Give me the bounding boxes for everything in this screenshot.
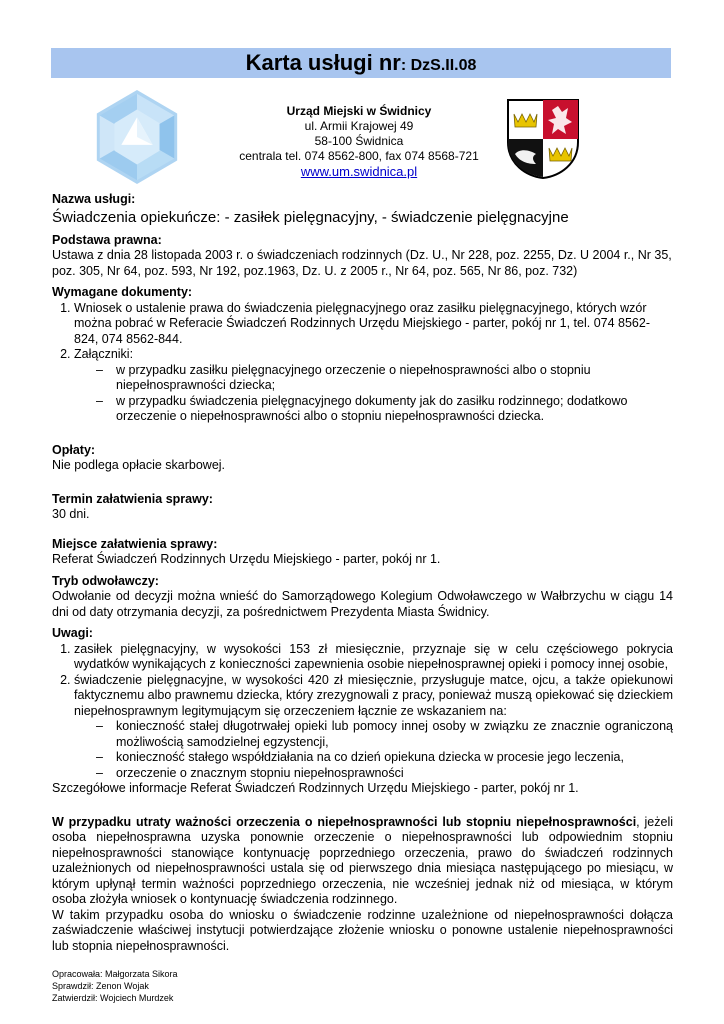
note-item-text: świadczenie pielęgnacyjne, w wysokości 420 zł miesięcznie, przysługuje matce, ojcu, a także opiekunowi faktycznemu albo prawnemu dziecka, który zrezygnowali z pracy, ponieważ muszą opiekować się dzieckiem niepełnosprawnym legitymującym się orzeczeniem łącznie ze wskazaniem na: [74,672,673,718]
conditions-list [74,719,673,781]
notes-label: Uwagi: [52,626,93,640]
page-title: Karta usługi nr [245,50,401,75]
office-phones: centrala tel. 074 8562-800, fax 074 8568-721 [239,149,479,163]
fees-text: Nie podlega opłacie skarbowej. [52,458,226,472]
documents-label: Wymagane dokumenty: [52,285,193,299]
document-attachments [74,347,673,425]
checked-by: Sprawdził: Zenon Wojak [52,981,149,991]
service-name: Świadczenia opiekuńcze: - zasiłek pielęgnacyjny, - świadczenie pielęgnacyjne [52,208,569,226]
approved-by: Zatwierdził: Wojciech Murdzek [52,993,174,1003]
loss-text: , jeżeli osoba niepełnosprawna uzyska ponownie orzeczenie o niepełnosprawności lub odpowiednim stopniu niepełnosprawności stanowiące kontynuację poprzedniego orzeczenia, prawo do świadczeń rodzinnych uzależnionych od niepełnosprawności ustala się od pierwszego dnia miesiąca następującego po miesiącu, w którym upłynął termin ważności poprzedniego orzeczenia, nie wcześniej jednak niż od miesiąca, w którym osoba złożyła wniosek o kontynuację świadczenia rodzinnego. [52,814,673,906]
attachments-label: Załączniki: [74,347,134,361]
document-application: 1. Wniosek o ustalenie prawa do świadczenia pielęgnacyjnego oraz zasiłku pielęgnacyjnego, których wzór można pobrać w Referacie Świadczeń Rodzinnych Urzędu Miejskiego - parter, pokój nr 1, tel. 074 8562-824, 074 8562-844. [74,301,673,348]
attachment-item: – w przypadku świadczenia pielęgnacyjnego dokumenty jak do zasiłku rodzinnego; dodatkowo orzeczenie o niepełnosprawności albo o stopniu niepełnosprawności dziecka. [96,394,673,425]
legal-basis-label: Podstawa prawna: [52,232,162,247]
notes-details: Szczegółowe informacje Referat Świadczeń Rodzinnych Urzędu Miejskiego - parter, pokój nr 1. [52,781,579,795]
appeal-label: Tryb odwoławczy: [52,573,159,588]
loss-heading: W przypadku utraty ważności orzeczenia o niepełnosprawności lub stopniu niepełnosprawności [52,814,637,829]
condition-item: – konieczność stałej długotrwałej opieki lub pomocy innej osoby w związku ze znacznie ograniczoną możliwością samodzielnej egzystencji, [96,719,673,750]
appeal-text: Odwołanie od decyzji można wnieść do Samorządowego Kolegium Odwoławczego w Wałbrzychu w ciągu 14 dni od daty otrzymania decyzji, za pośrednictwem Prezydenta Miasta Świdnicy. [52,589,673,619]
note-item: 1. zasiłek pielęgnacyjny, w wysokości 153 zł miesięcznie, przyznaje się w celu częściowego pokrycia wydatków wynikających z konieczności zapewnienia osobie niepełnosprawnej opieki i pomocy innej osobie, [74,642,673,673]
place-text: Referat Świadczeń Rodzinnych Urzędu Miejskiego - parter, pokój nr 1. [52,552,441,566]
legal-basis-text: Ustawa z dnia 28 listopada 2003 r. o świadczeniach rodzinnych (Dz. U., Nr 228, poz. 2255, Dz. U 2004 r., Nr 35, poz. 305, Nr 64, poz. 593, Nr 192, poz.1963, Dz. U. z 2005 r., Nr 64, poz. 565, Nr 86, poz. 732) [52,248,672,278]
footer [52,968,178,1004]
documents-list [52,301,673,425]
office-name: Urząd Miejski w Świdnicy [286,104,432,118]
fees-label: Opłaty: [52,442,96,457]
notes-list [52,642,673,782]
title-bar [51,48,671,78]
service-content [52,192,673,954]
office-logo-icon [88,88,186,186]
place-label: Miejsce załatwienia sprawy: [52,536,218,551]
service-code: : DzS.II.08 [400,57,477,74]
city-crest-icon [506,98,580,180]
prepared-by: Opracowała: Małgorzata Sikora [52,969,178,979]
condition-item: – konieczność stałego współdziałania na co dzień opiekuna dziecka w procesie jego leczenia, [96,750,673,766]
deadline-text: 30 dni. [52,507,90,521]
office-street: ul. Armii Krajowej 49 [304,119,414,133]
note-item [74,673,673,782]
service-name-label: Nazwa usługi: [52,192,136,206]
attachments-list [74,363,673,425]
office-city: 58-100 Świdnica [314,134,404,148]
website-link[interactable]: www.um.swidnica.pl [300,164,418,179]
deadline-label: Termin załatwienia sprawy: [52,491,213,506]
office-address [220,104,498,179]
loss-paragraph-2: W takim przypadku osoba do wniosku o świadczenie rodzinne uzależnione od niepełnosprawności dołącza zaświadczenie właściwej instytucji potwierdzające złożenie wniosku o ponowne ustalenie niepełnosprawności lub stopnia niepełnosprawności. [52,907,673,953]
attachment-item: – w przypadku zasiłku pielęgnacyjnego orzeczenie o niepełnosprawności albo o stopniu niepełnosprawności dziecka; [96,363,673,394]
condition-item: – orzeczenie o znacznym stopniu niepełnosprawności [96,766,673,782]
loss-paragraph [52,815,673,908]
